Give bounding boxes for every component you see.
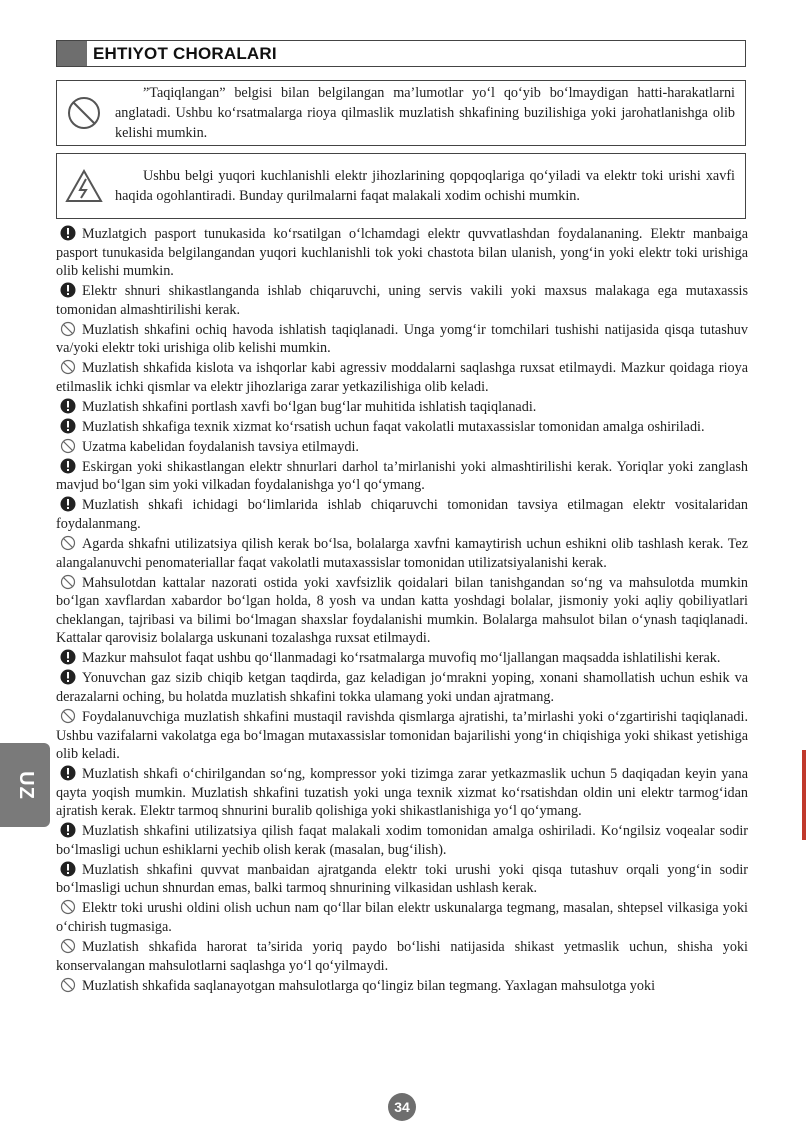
prohibited-notice-box [56,80,746,146]
precaution-item [56,496,748,533]
precaution-text: Muzlatish shkafiga texnik xizmat ko‘rsatish uchun faqat vakolatli mutaxassislar tomonidan amalga oshiriladi. [82,418,705,435]
language-tab-label: UZ [14,770,37,800]
precaution-text: Muzlatish shkafini ochiq havoda ishlatish taqiqlanadi. Unga yomg‘ir tomchilari tushishi natijasida qisqa tutashuv va/yoki elektr toki urishiga olib kelishi mumkin. [56,321,748,357]
prohibited-icon [56,536,82,552]
header-accent-bar [57,41,87,66]
section-title: EHTIYOT CHORALARI [93,43,277,63]
page-number: 34 [388,1093,416,1121]
precaution-text: Mahsulotdan kattalar nazorati ostida yoki xavfsizlik qoidalari bilan tanishgandan so‘ng va mahsulotda mumkin bo‘lgan xavflardan xabardor bo‘lgan holda, 8 yosh va undan katta yoshdagi bolalar, jismoniy yoki aqliy qobiliyatlari cheklangan, tajribasi va bilimi bo‘lmagan shaxslar foydalanishi mumkin. Bolalarga mahsulot bilan o‘ynash taqiqlanadi. Kattalar qarovisiz bolalarga uskunani tozalashga ruxsat etilmaydi. [56,574,748,647]
warning-icon [56,766,82,782]
precaution-item [56,458,748,495]
prohibited-icon [56,900,82,916]
precaution-item [56,822,748,859]
precaution-text: Muzlatish shkafida kislota va ishqorlar kabi agressiv moddalarni saqlashga ruxsat etilmaydi. Mazkur qoidaga rioya etilmaslik ichki qismlar va elektr jihozlariga zarar yetkazilishiga olib keladi. [56,360,748,395]
prohibited-icon [57,95,111,131]
warning-icon [56,399,82,415]
precaution-text: Muzlatgich pasport tunukasida ko‘rsatilgan o‘lchamdagi elektr quvvatlashdan foydalananing. Elektr manbaiga pasport tunukasida belgilangandan yuqori kuchlanishli tok yoki chastota bilan ulanish, yong‘in yoki elektr toki urishiga olib kelishi mumkin. [56,226,748,280]
precaution-text: Foydalanuvchiga muzlatish shkafini mustaqil ravishda qismlarga ajratishi, ta’mirlashi yoki o‘zgartirishi taqiqlanadi. Ushbu vazifalarni vakolatga ega bo‘lmagan mutaxassislar tomonidan bajarilishi yong‘in chiqishiga yoki shikast yetishiga olib keladi. [56,708,748,763]
precaution-item [56,321,748,358]
precaution-item [56,977,748,996]
precaution-item [56,574,748,648]
precaution-text: Mazkur mahsulot faqat ushbu qo‘llanmadagi ko‘rsatmalarga muvofiq mo‘ljallangan maqsadda ishlatilishi kerak. [82,650,721,667]
precaution-text: Muzlatish shkafida harorat ta’sirida yoriq paydo bo‘lishi natijasida shikast yetmaslik uchun, shisha yoki konservalangan mahsulotlarni saqlashga yo‘l qo‘yilmaydi. [56,939,748,974]
precaution-item [56,861,748,898]
precaution-text: Uzatma kabelidan foydalanish tavsiya etilmaydi. [82,438,359,455]
precaution-item [56,225,748,281]
warning-icon [56,823,82,839]
precaution-item [56,418,748,437]
precaution-item [56,899,748,936]
warning-icon [56,862,82,878]
precaution-item [56,282,748,319]
prohibited-icon [56,439,82,455]
precaution-text: Muzlatish shkafini quvvat manbaidan ajratganda elektr toki urushi yoki qisqa tutashuv orqali yong‘in sodir bo‘lmasligi uchun shnurdan emas, balki tarmoq shnurining vilkasidan ushlash kerak. [56,861,748,897]
warning-icon [56,497,82,513]
prohibited-icon [56,322,82,338]
precaution-text: Elektr toki urushi oldini olish uchun nam qo‘llar bilan elektr uskunalarga tegmang, masalan, shtepsel vilkasiga yoki o‘chirish tugmasiga. [56,900,748,936]
warning-icon [56,419,82,435]
warning-icon [56,283,82,299]
precaution-item [56,669,748,706]
notice-text: ”Taqiqlangan” belgisi bilan belgilangan ma’lumotlar yo‘l qo‘yib bo‘lmaydigan hatti-harakatlarni anglatadi. Ushbu ko‘rsatmalarga rioya qilmaslik muzlatish shkafining buzilishiga yoki jarohatlanishga olib kelishi mumkin. [115,85,735,141]
precaution-item [56,649,748,668]
prohibited-icon [56,939,82,955]
warning-icon [56,670,82,686]
precaution-text: Muzlatish shkafida saqlanayotgan mahsulotlarga qo‘lingiz bilan tegmang. Yaxlagan mahsulotga yoki [82,977,656,994]
prohibited-icon [56,575,82,591]
precaution-item [56,398,748,417]
precaution-item [56,938,748,975]
precaution-item [56,708,748,764]
precaution-text: Muzlatish shkafini portlash xavfi bo‘lgan bug‘lar muhitida ishlatish taqiqlanadi. [82,398,537,415]
edge-marker [802,750,806,840]
high-voltage-notice-box [56,153,746,219]
precaution-text: Muzlatish shkafini utilizatsiya qilish faqat malakali xodim tomonidan amalga oshiriladi. Ko‘ngilsiz voqealar sodir bo‘lmasligi uchun eshiklarni yechib olish kerak (masalan, bug‘ilish). [56,823,748,858]
precautions-list [56,225,748,997]
notice-text: Ushbu belgi yuqori kuchlanishli elektr jihozlarining qopqoqlariga qo‘yiladi va elektr toki urishi xavfi haqida ogohlantiradi. Bunday qurilmalarni faqat malakali xodim ochishi mumkin. [115,168,735,204]
precaution-text: Agarda shkafni utilizatsiya qilish kerak bo‘lsa, bolalarga xavfni kamaytirish uchun eshikni olib tashlash kerak. Tez alangalanuvchi penomateriallar faqat vakolatli mutaxassislar tomonidan utilizatsiyalanishi kerak. [56,536,748,571]
language-tab [0,743,50,827]
high-voltage-icon [57,168,111,204]
prohibited-icon [56,709,82,725]
precaution-text: Elektr shnuri shikastlanganda ishlab chiqaruvchi, uning servis vakili yoki maxsus malakaga ega mutaxassis tomonidan almashtirilishi kerak. [56,283,748,318]
warning-icon [56,226,82,242]
precaution-text: Eskirgan yoki shikastlangan elektr shnurlari darhol ta’mirlanishi yoki almashtirilishi kerak. Yoriqlar yoki zanglash mavjud bo‘lgan sim yoki vilkadan foydalanishga yo‘l qo‘ymang. [56,458,748,494]
precaution-item [56,438,748,457]
prohibited-icon [56,978,82,994]
precaution-text: Muzlatish shkafi ichidagi bo‘limlarida ishlab chiqaruvchi tomonidan tavsiya etilmagan elektr vositalaridan foydalanmang. [56,497,748,533]
prohibited-icon [56,360,82,376]
warning-icon [56,459,82,475]
section-header [56,40,746,67]
precaution-item [56,535,748,572]
precaution-item [56,359,748,396]
precaution-text: Yonuvchan gaz sizib chiqib ketgan taqdirda, gaz keladigan jo‘mrakni yoping, xonani shamollatish uchun eshik va derazalarni oching, bu holatda muzlatish shkafini tokka ulamang yoki undan ajratmang. [56,670,748,705]
warning-icon [56,650,82,666]
precaution-item [56,765,748,821]
precaution-text: Muzlatish shkafi o‘chirilgandan so‘ng, kompressor yoki tizimga zarar yetkazmaslik uchun 5 daqiqadan keyin yana qayta yoqish mumkin. Muzlatish shkafini tuzatish yoki unga texnik xizmat ko‘rsatishdan oldin uni elektr tarmog‘idan ajratish kerak. Elektr tarmoq shnurini buralib qolishiga yoki shikastlanishiga yo‘l qo‘ymang. [56,766,748,820]
